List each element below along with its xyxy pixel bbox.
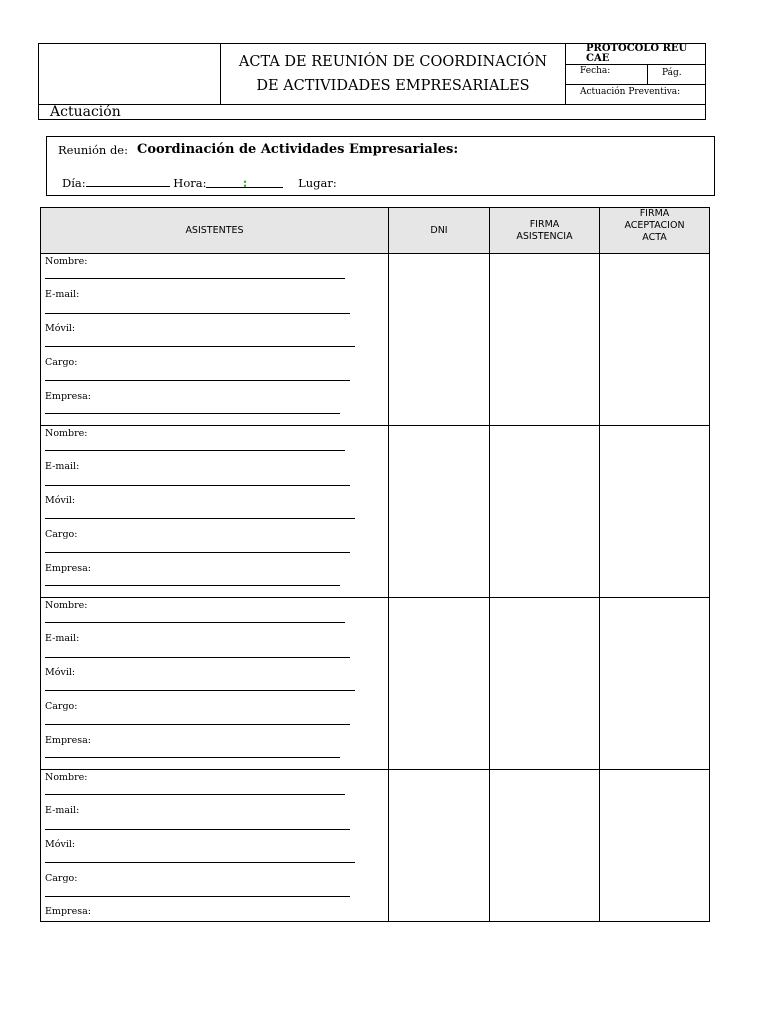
header-asistentes: ASISTENTES bbox=[185, 225, 244, 236]
movil-label: Móvil: bbox=[45, 839, 76, 850]
column-divider bbox=[599, 207, 600, 922]
row-divider bbox=[40, 769, 710, 770]
dia-field[interactable] bbox=[86, 175, 170, 187]
protocol-cell bbox=[566, 43, 706, 65]
actuacion-label: Actuación bbox=[50, 104, 121, 120]
column-divider bbox=[388, 207, 389, 922]
nombre-label: Nombre: bbox=[45, 256, 88, 267]
actuacion-preventiva-cell bbox=[566, 85, 706, 104]
movil-label: Móvil: bbox=[45, 323, 76, 334]
attendees-table bbox=[40, 207, 710, 922]
reunion-title: Coordinación de Actividades Empresariales: bbox=[137, 142, 459, 157]
fecha-cell bbox=[566, 65, 648, 85]
row-divider bbox=[40, 425, 710, 426]
empresa-field[interactable] bbox=[45, 585, 340, 586]
cargo-label: Cargo: bbox=[45, 701, 78, 712]
empresa-label: Empresa: bbox=[45, 735, 91, 746]
movil-label: Móvil: bbox=[45, 667, 76, 678]
nombre-label: Nombre: bbox=[45, 428, 88, 439]
email-field[interactable] bbox=[45, 485, 350, 486]
email-field[interactable] bbox=[45, 313, 350, 314]
hora-field[interactable] bbox=[206, 176, 283, 191]
cargo-field[interactable] bbox=[45, 896, 350, 897]
email-label: E-mail: bbox=[45, 289, 80, 300]
reunion-label: Reunión de: bbox=[58, 143, 128, 157]
meeting-details-row bbox=[62, 175, 337, 190]
header-firma-asistencia: FIRMA ASISTENCIA bbox=[516, 219, 573, 242]
cargo-label: Cargo: bbox=[45, 357, 78, 368]
document-title bbox=[221, 43, 566, 104]
hora-colon: : bbox=[242, 176, 248, 191]
movil-field[interactable] bbox=[45, 346, 355, 347]
movil-field[interactable] bbox=[45, 862, 355, 863]
cargo-field[interactable] bbox=[45, 552, 350, 553]
dia-label: Día: bbox=[62, 176, 86, 190]
actuacion-row bbox=[38, 104, 706, 120]
nombre-field[interactable] bbox=[45, 278, 345, 279]
header-firma-aceptacion: FIRMA ACEPTACION ACTA bbox=[624, 208, 685, 243]
email-field[interactable] bbox=[45, 657, 350, 658]
email-label: E-mail: bbox=[45, 805, 80, 816]
column-divider bbox=[489, 207, 490, 922]
actuacion-preventiva-label: Actuación Preventiva: bbox=[580, 87, 681, 97]
pag-cell bbox=[648, 65, 706, 85]
logo-area bbox=[38, 43, 221, 104]
nombre-field[interactable] bbox=[45, 794, 345, 795]
nombre-label: Nombre: bbox=[45, 772, 88, 783]
empresa-label: Empresa: bbox=[45, 563, 91, 574]
title-line-2: DE ACTIVIDADES EMPRESARIALES bbox=[256, 78, 530, 94]
title-line-1: ACTA DE REUNIÓN DE COORDINACIÓN bbox=[238, 54, 548, 70]
fecha-label: Fecha: bbox=[580, 66, 611, 76]
header-dni: DNI bbox=[430, 225, 448, 236]
cargo-label: Cargo: bbox=[45, 529, 78, 540]
empresa-field[interactable] bbox=[45, 757, 340, 758]
email-field[interactable] bbox=[45, 829, 350, 830]
row-divider bbox=[40, 597, 710, 598]
nombre-label: Nombre: bbox=[45, 600, 88, 611]
cargo-field[interactable] bbox=[45, 380, 350, 381]
movil-field[interactable] bbox=[45, 518, 355, 519]
movil-label: Móvil: bbox=[45, 495, 76, 506]
cargo-field[interactable] bbox=[45, 724, 350, 725]
empresa-field[interactable] bbox=[45, 413, 340, 414]
email-label: E-mail: bbox=[45, 633, 80, 644]
nombre-field[interactable] bbox=[45, 450, 345, 451]
nombre-field[interactable] bbox=[45, 622, 345, 623]
protocol-line-1: PROTOCOLO REU bbox=[586, 43, 688, 54]
cargo-label: Cargo: bbox=[45, 873, 78, 884]
empresa-label: Empresa: bbox=[45, 906, 91, 917]
lugar-label: Lugar: bbox=[298, 176, 337, 190]
empresa-label: Empresa: bbox=[45, 391, 91, 402]
movil-field[interactable] bbox=[45, 690, 355, 691]
pag-label: Pág. bbox=[662, 68, 682, 78]
email-label: E-mail: bbox=[45, 461, 80, 472]
hora-label: Hora: bbox=[173, 176, 207, 190]
protocol-line-2: CAE bbox=[586, 53, 610, 64]
